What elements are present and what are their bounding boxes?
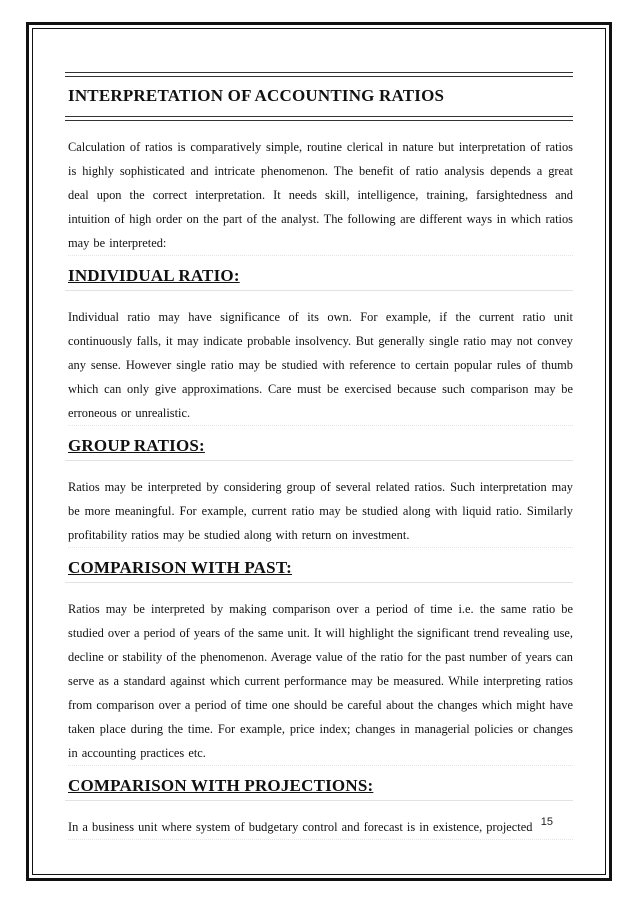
section-body: Individual ratio may have significance of its own. For example, if the current ratio unit continuously falls, it may indicate probable insolvency. But generally single ratio may not convey any sense. However single ratio may be studied with reference to certain popular rules of thumb which can only give approximations. Care must be exercised because such comparison may be erroneous or unrealistic. <box>68 305 573 426</box>
heading-rule <box>65 286 573 291</box>
section-individual-ratio <box>65 266 573 426</box>
section-heading: INDIVIDUAL RATIO: <box>68 266 240 285</box>
section-body: Ratios may be interpreted by making comparison over a period of time i.e. the same ratio be studied over a period of years of the same unit. It will highlight the significant trend revealing use, decline or stability of the phenomenon. Average value of the ratio for the past number of years can serve as a standard against which current performance may be measured. While interpreting ratios from comparison over a period of time one should be careful about the changes which might have taken place during the time. For example, price index; changes in managerial policies or changes in accounting practices etc. <box>68 597 573 766</box>
title-rule-top <box>65 72 573 77</box>
page-number: 15 <box>540 816 553 828</box>
section-heading: GROUP RATIOS: <box>68 436 205 455</box>
title-rule-bottom <box>65 116 573 121</box>
section-comparison-with-projections <box>65 776 573 840</box>
section-body: In a business unit where system of budgetary control and forecast is in existence, projected <box>68 815 573 840</box>
section-comparison-with-past <box>65 558 573 766</box>
heading-rule <box>65 796 573 801</box>
heading-rule <box>65 456 573 461</box>
section-group-ratios <box>65 436 573 548</box>
intro-paragraph: Calculation of ratios is comparatively simple, routine clerical in nature but interpretation of ratios is highly sophisticated and intricate phenomenon. The benefit of ratio analysis depends a great deal upon the correct interpretation. It needs skill, intelligence, training, farsightedness and intuition of high order on the part of the analyst. The following are different ways in which ratios may be interpreted: <box>68 135 573 256</box>
section-heading: COMPARISON WITH PROJECTIONS: <box>68 776 374 795</box>
section-body: Ratios may be interpreted by considering group of several related ratios. Such interpretation may be more meaningful. For example, current ratio may be studied along with liquid ratio. Similarly profitability ratios may be studied along with return on investment. <box>68 475 573 548</box>
page-content <box>65 72 573 840</box>
section-heading: COMPARISON WITH PAST: <box>68 558 292 577</box>
heading-rule <box>65 578 573 583</box>
page-title: INTERPRETATION OF ACCOUNTING RATIOS <box>68 86 445 105</box>
